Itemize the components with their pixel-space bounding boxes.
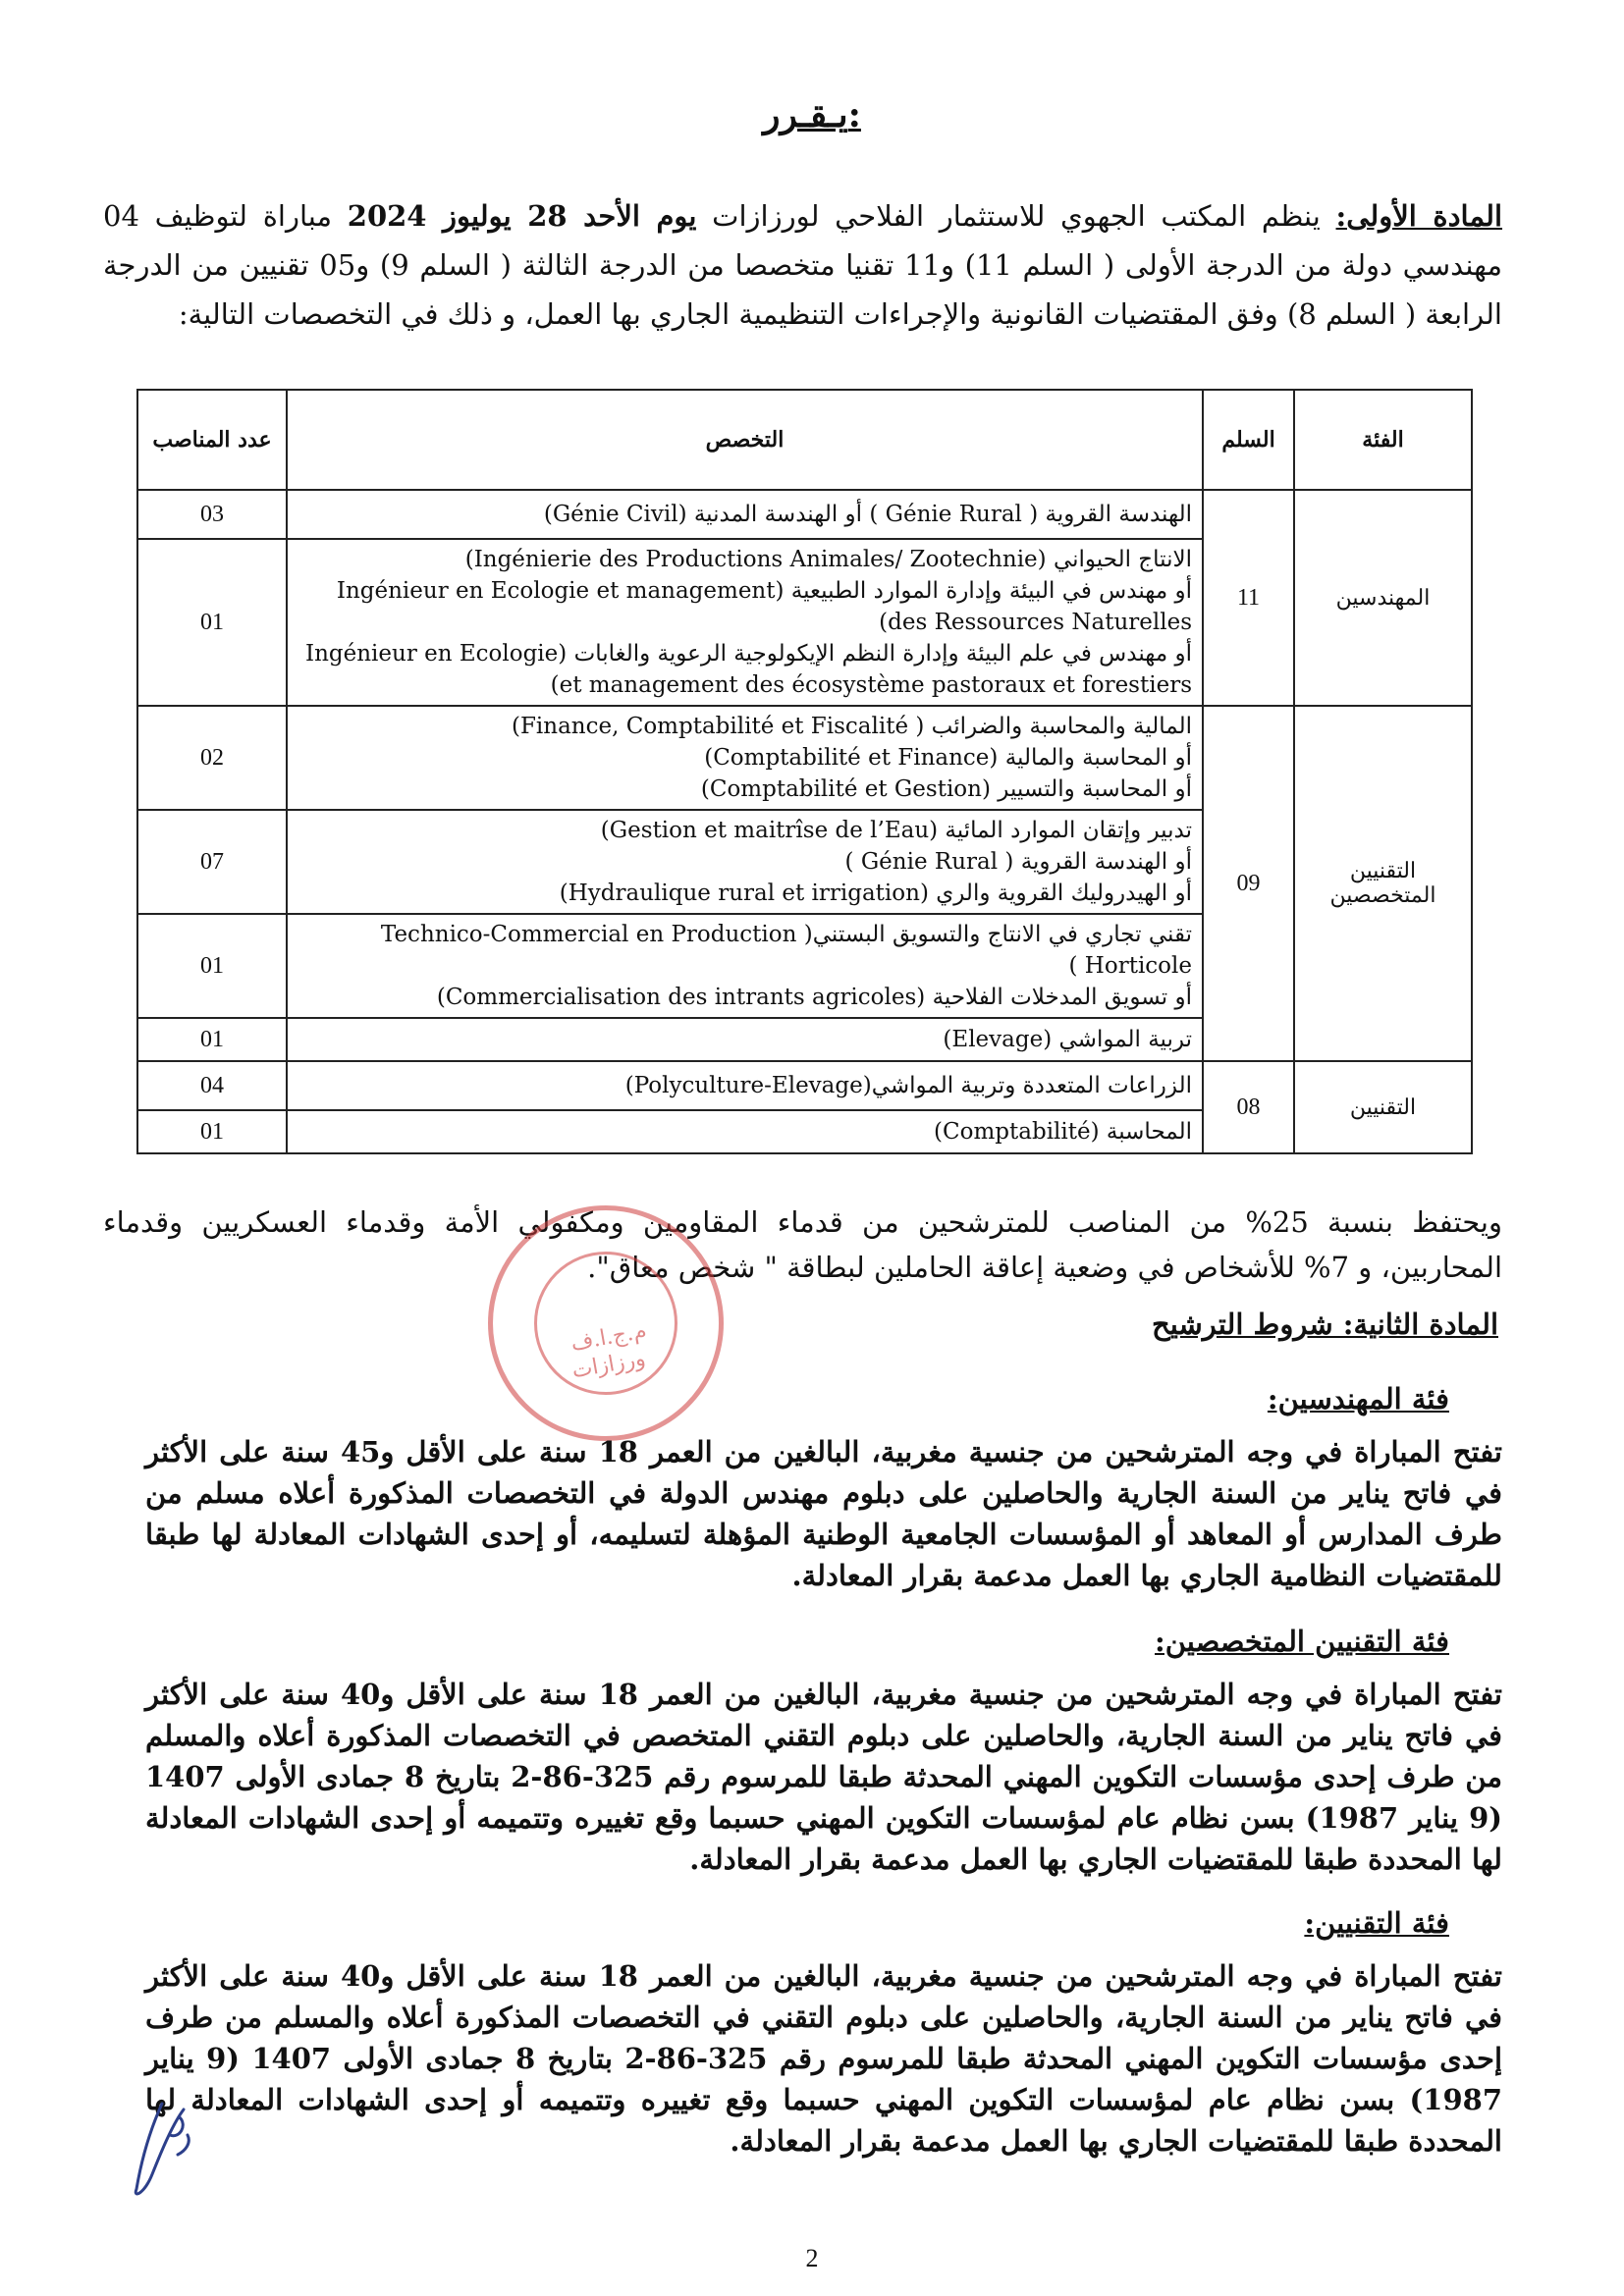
specialty-line: الانتاج الحيواني (Ingénierie des Productions Animales/ Zootechnie) (464, 547, 1192, 572)
table-row (137, 1061, 1472, 1110)
specialty-line: أو مهندس في علم البيئة وإدارة النظم الإيكولوجية الرعوية والغابات (Ingénieur en Ecologie et management des écosystème pastoraux et forestiers) (305, 641, 1192, 698)
specialty-line: المحاسبة (Comptabilité) (934, 1119, 1192, 1145)
article-1-text-a: ينظم المكتب الجهوي للاستثمار الفلاحي لورزازات (696, 199, 1336, 233)
page-number: 2 (805, 2244, 819, 2272)
exam-date: يوم الأحد 28 يوليوز 2024 (347, 199, 697, 233)
article-1-label: المادة الأولى: (1335, 199, 1503, 233)
specialty-cell (287, 1061, 1203, 1110)
reserved-quota-text: ويحتفظ بنسبة 25% من المناصب للمترشحين من قدماء المقاومين ومكفولي الأمة وقدماء العسكريين وقدماء المحاربين، و 7% للأشخاص في وضعية إعاقة الحاملين لبطاقة " شخص معاق". (103, 1205, 1502, 1284)
section-title-technicians: فئة التقنيين: (1304, 1906, 1449, 1940)
header-category: الفئة (1294, 390, 1472, 490)
specialty-cell (287, 539, 1203, 706)
section-title-engineers: فئة المهندسين: (1267, 1382, 1449, 1415)
office-stamp (488, 1205, 724, 1441)
signature-mark (123, 2096, 201, 2204)
specialty-cell (287, 1110, 1203, 1153)
section-text-specialized-technicians: تفتح المباراة في وجه المترشحين من جنسية مغربية، البالغين من العمر 18 سنة على الأقل و40 سنة على الأكثر في فاتح يناير من السنة الجارية، والحاصلين على دبلوم التقني المتخصص في التخصصات المذكورة أعلاه والمسلم من طرف إحدى مؤسسات التكوين المهني المحدثة طبقا للمرسوم رقم 325-86-2 بتاريخ 8 جمادى الأولى 1407 (9 يناير 1987) بسن نظام عام لمؤسسات التكوين المهني حسبما وقع تغييره وتتميمه أو إحدى الشهادات المعادلة لها المحددة طبقا للمقتضيات الجاري بها العمل مدعمة بقرار المعادلة. (145, 1678, 1503, 1876)
category-cell: المهندسين (1294, 490, 1472, 706)
specialty-line: أو المحاسبة والمالية (Comptabilité et Finance) (704, 745, 1192, 771)
stamp-text-1: م.ج.ا.ف (568, 1318, 649, 1357)
table-row (137, 706, 1472, 810)
stamp-inner-ring (534, 1252, 677, 1395)
scale-cell: 08 (1203, 1061, 1294, 1153)
header-scale: السلم (1203, 390, 1294, 490)
specialty-line: تدبير وإتقان الموارد المائية (Gestion et maitrîse de l’Eau) (600, 818, 1192, 843)
specialty-line: المالية والمحاسبة والضرائب ( Finance, Comptabilité et Fiscalité) (511, 714, 1192, 739)
specialty-cell (287, 706, 1203, 810)
posts-count-cell: 03 (137, 490, 287, 539)
article-1 (103, 191, 1502, 339)
table-row (137, 490, 1472, 539)
specialty-line: أو الهيدروليك القروية والري (Hydraulique rural et irrigation) (559, 881, 1192, 906)
specialty-line: أو المحاسبة والتسيير (Comptabilité et Gestion) (700, 776, 1192, 802)
decision-heading: يـقـرر: (763, 94, 861, 135)
posts-count-cell: 01 (137, 1018, 287, 1061)
specialty-cell (287, 490, 1203, 539)
posts-count-cell: 07 (137, 810, 287, 914)
specialty-line: أو مهندس في البيئة وإدارة الموارد الطبيعية (Ingénieur en Ecologie et management des Ressources Naturelles) (336, 578, 1192, 635)
positions-table-body (137, 490, 1472, 1153)
specialty-cell (287, 810, 1203, 914)
posts-count-cell: 01 (137, 539, 287, 706)
posts-count-cell: 01 (137, 914, 287, 1018)
specialty-line: الزراعات المتعددة وتربية المواشي(Polyculture-Elevage) (624, 1073, 1192, 1098)
specialty-line: أو الهندسة القروية ( Génie Rural ) (844, 849, 1192, 875)
positions-table (136, 389, 1473, 1154)
category-cell: التقنيين (1294, 1061, 1472, 1153)
article-2-title: المادة الثانية: شروط الترشيح (1152, 1308, 1498, 1341)
specialty-line: الهندسة القروية ( Génie Rural ) أو الهندسة المدنية (Génie Civil) (543, 502, 1192, 527)
posts-count-cell: 04 (137, 1061, 287, 1110)
section-title-specialized-technicians: فئة التقنيين المتخصصين: (1155, 1625, 1449, 1658)
stamp-text-2: ورزازات (569, 1346, 648, 1384)
category-cell: التقنيين المتخصصين (1294, 706, 1472, 1061)
section-text-technicians: تفتح المباراة في وجه المترشحين من جنسية مغربية، البالغين من العمر 18 سنة على الأقل و40 سنة على الأكثر في فاتح يناير من السنة الجارية، والحاصلين على دبلوم التقني في التخصصات المذكورة أعلاه والمسلم من طرف إحدى مؤسسات التكوين المهني المحدثة طبقا للمرسوم رقم 325-86-2 بتاريخ 8 جمادى الأولى 1407 (9 يناير 1987) بسن نظام عام لمؤسسات التكوين المهني حسبما وقع تغييره وتتميمه أو إحدى الشهادات المعادلة لها المحددة طبقا للمقتضيات الجاري بها العمل مدعمة بقرار المعادلة. (145, 1959, 1503, 2158)
header-specialty: التخصص (287, 390, 1203, 490)
specialty-cell (287, 1018, 1203, 1061)
specialty-line: أو تسويق المدخلات الفلاحية (Commercialisation des intrants agricoles) (436, 985, 1192, 1010)
scale-cell: 11 (1203, 490, 1294, 706)
section-text-engineers: تفتح المباراة في وجه المترشحين من جنسية مغربية، البالغين من العمر 18 سنة على الأقل و45 سنة على الأكثر في فاتح يناير من السنة الجارية والحاصلين على دبلوم مهندس الدولة في التخصصات المذكورة أعلاه مسلم من طرف المدارس أو المعاهد أو المؤسسات الجامعية الوطنية المؤهلة لتسليمه، أو إحدى الشهادات المعادلة لها طبقا للمقتضيات النظامية الجاري بها العمل مدعمة بقرار المعادلة. (145, 1435, 1502, 1592)
posts-count-cell: 02 (137, 706, 287, 810)
scale-cell: 09 (1203, 706, 1294, 1061)
header-posts: عدد المناصب (137, 390, 287, 490)
specialty-line: تقني تجاري في الانتاج والتسويق البستني( Technico-Commercial en Production Horticole ) (380, 922, 1192, 979)
article-1-text-b: مباراة لتوظيف 04 مهندسي دولة من الدرجة الأولى ( السلم 11) و11 تقنيا متخصصا من الدرجة الثالثة ( السلم 9) و05 تقنيين من الدرجة الرابعة ( السلم 8) وفق المقتضيات القانونية والإجراءات التنظيمية الجاري بها العمل، و ذلك في التخصصات التالية: (103, 199, 1502, 331)
specialty-line: تربية المواشي (Elevage) (943, 1027, 1192, 1052)
specialty-cell (287, 914, 1203, 1018)
posts-count-cell: 01 (137, 1110, 287, 1153)
